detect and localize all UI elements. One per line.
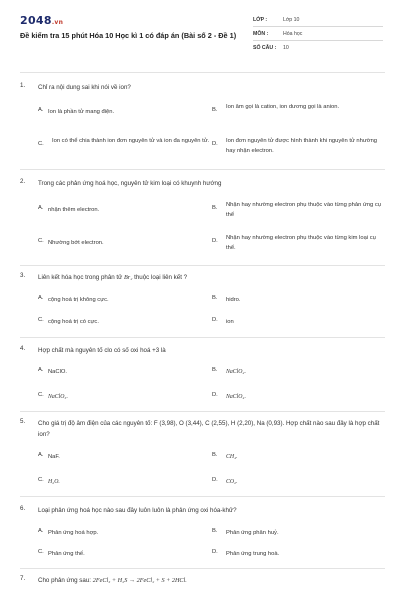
divider <box>253 26 383 27</box>
option-text: hidro. <box>226 297 241 303</box>
option-text: Nhường bớt electron. <box>48 240 104 246</box>
option-text: NaClO₃. <box>48 394 68 400</box>
question-number: 5. <box>20 418 26 425</box>
divider <box>20 568 385 569</box>
option-text: NaClO₂. <box>226 369 246 375</box>
option-text: Nhận hay nhường electron phụ thuộc vào từng kim loại cụ thể. <box>226 235 376 251</box>
option-text: Phản ứng phân huỷ. <box>226 530 279 536</box>
divider <box>253 40 383 41</box>
question-number: 7. <box>20 575 26 582</box>
divider <box>20 72 385 73</box>
question-text: Hợp chất mà nguyên tố clo có số oxi hoá +3 là <box>38 347 166 354</box>
option-text: cộng hoá trị không cực. <box>48 297 109 303</box>
option-text: ion <box>226 319 234 325</box>
option-text: NaClO₄. <box>226 394 246 400</box>
option-text: H₂O. <box>48 479 60 485</box>
class-label: LỚP : <box>253 17 268 23</box>
option-text: CO₂. <box>226 479 238 485</box>
option-text: Phản ứng thế. <box>48 551 85 557</box>
option-text: Ion là phần tử mang điện. <box>48 109 115 115</box>
question-text: Trong các phản ứng hoá học, nguyên tử kim loại có khuynh hướng <box>38 180 222 187</box>
count-value: 10 <box>283 45 289 51</box>
question-text: Cho giá trị độ âm điện của các nguyên tố: F (3,98), O (3,44), C (2,55), H (2,20), Na (0,93). Hợp chất nào sau đây là hợp chất ion? <box>38 420 380 438</box>
option-text: cộng hoá trị có cực. <box>48 319 99 325</box>
option-text: Ion đơn nguyên tử được hình thành khi nguyên tử nhường hay nhận electron. <box>226 138 378 154</box>
question-number: 4. <box>20 345 26 352</box>
question-number: 3. <box>20 272 26 279</box>
formula: 2FeCl₃ + H₂S → 2FeCl₂ + S + 2HCl. <box>92 577 187 584</box>
question-number: 1. <box>20 82 26 89</box>
question-number: 6. <box>20 505 26 512</box>
logo-tld: .vn <box>51 19 64 26</box>
option-text: NaClO. <box>48 369 68 375</box>
question-text <box>38 575 383 586</box>
question-text-part: Cho phản ứng sau: <box>38 577 91 584</box>
question-number: 2. <box>20 178 26 185</box>
class-value: Lớp 10 <box>283 17 300 23</box>
option-text: CH₄. <box>226 454 238 460</box>
divider <box>20 337 385 338</box>
option-text: nhận thêm electron. <box>48 207 100 213</box>
formula: Br₂ <box>124 274 133 281</box>
divider <box>20 265 385 266</box>
question-text: Loại phản ứng hoá học nào sau đây luôn luôn là phản ứng oxi hóa-khử? <box>38 507 237 514</box>
site-logo[interactable] <box>20 14 63 27</box>
option-text: Ion có thể chia thành ion đơn nguyên tử và ion đa nguyên tử. <box>52 138 210 144</box>
option-text: Phản ứng hoá hợp. <box>48 530 99 536</box>
divider <box>20 169 385 170</box>
option-text: Nhận hay nhường electron phụ thuộc vào từng phản ứng cụ thể <box>226 202 381 218</box>
subject-value: Hóa học <box>283 31 303 37</box>
logo-text: 2048 <box>20 14 52 27</box>
question-text-part: thuộc loại liên kết ? <box>134 274 188 281</box>
option-text: Ion âm gọi là cation, ion dương gọi là anion. <box>226 104 340 110</box>
option-text: Phản ứng trung hoà. <box>226 551 280 557</box>
question-text <box>38 272 383 283</box>
subject-label: MÔN : <box>253 31 269 37</box>
exam-page: 2048.vn Đề kiểm tra 15 phút Hóa 10 Học kì 1 có đáp án (Bài số 2 - Đề 1) LỚP : Lớp 10 MÔN : Hóa học SỐ CÂU : 10 1. Chỉ ra nội dung sai khi nói về ion? A. Ion là phần tử mang điện. B. Ion âm gọi là cation, ion dương gọi là anion. C. Ion có thể chia thành ion đơn nguyên tử và ion đa nguyên tử. D. Ion đơn nguyên tử được hình thành khi nguyên tử nhường hay nhận electron. 2. Trong các phản ứng hoá học, nguyên tử kim loại có khuynh hướng A. nhận thêm electron. B. Nhận hay nhường electron phụ thuộc vào từng phản ứng cụ thể C. Nhường bớt electron. D. Nhận hay nhường electron phụ thuộc vào từng kim loại cụ thể. 3. Liên kết hóa học trong phân tử Br₂ thuộc loại liên kết ? A. cộng hoá trị không cực. B. hidro. C. cộng hoá trị có cực. D. ion 4. Hợp chất mà nguyên tố clo có số oxi hoá +3 là A. NaClO. B. NaClO₂. C. NaClO₃. D. NaClO₄. 5. Cho giá trị độ âm điện của các nguyên tố: F (3,98), O (3,44), C (2,55), H (2,20), Na (0,93). Hợp chất nào sau đây là hợp chất ion? A. NaF. B. CH₄. C. H₂O. D. CO₂. 6. Loại phản ứng hoá học nào sau đây luôn luôn là phản ứng oxi hóa-khử? A. Phản ứng hoá hợp. B. Phản ứng phân huỷ. C. Phản ứng thế. D. Phản ứng trung hoà. 7. Cho phản ứng sau: 2FeCl₃ + H₂S → 2FeCl₂ + S + 2HCl. <box>0 0 400 600</box>
divider <box>20 411 385 412</box>
divider <box>20 496 385 497</box>
count-label: SỐ CÂU : <box>253 45 277 51</box>
page-header <box>0 0 400 62</box>
question-text-part: Liên kết hóa học trong phân tử <box>38 274 123 281</box>
option-text: NaF. <box>48 454 60 460</box>
question-text: Chỉ ra nội dung sai khi nói về ion? <box>38 84 131 91</box>
exam-title: Đề kiểm tra 15 phút Hóa 10 Học kì 1 có đáp án (Bài số 2 - Đề 1) <box>20 31 237 40</box>
